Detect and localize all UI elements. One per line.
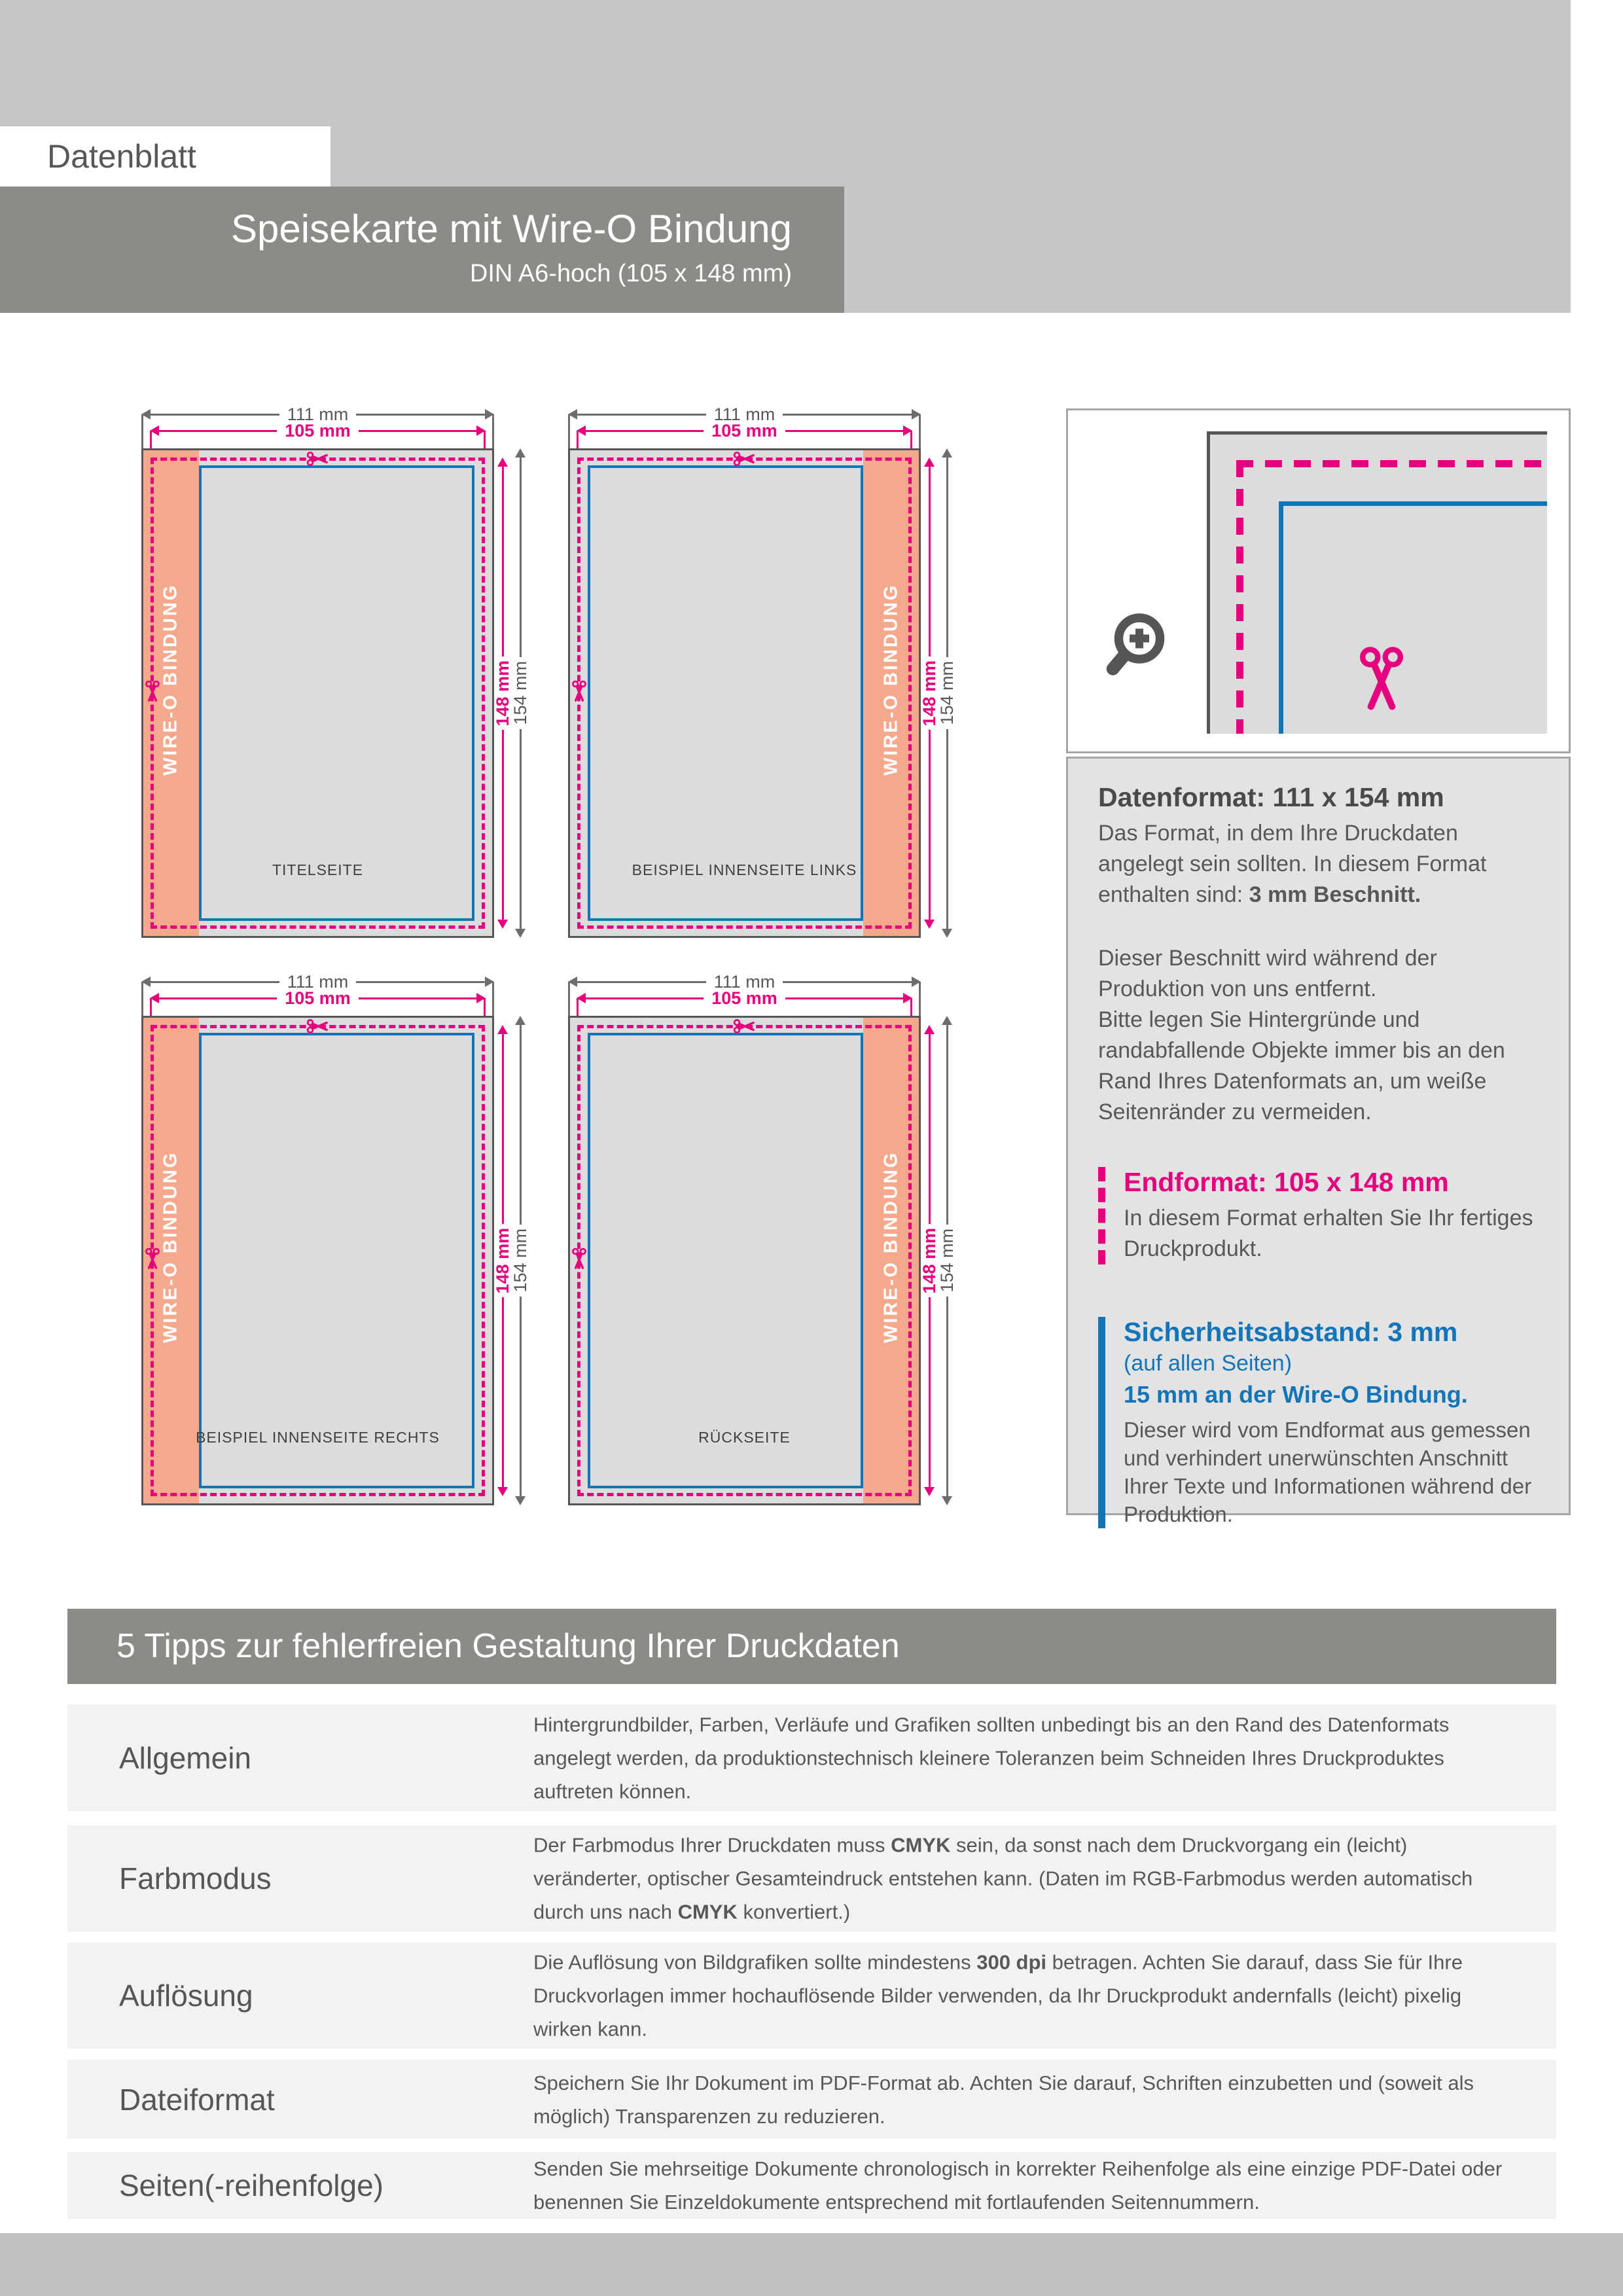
scissors-icon [306,1018,330,1034]
wire-o-binding-label: WIRE-O BINDUNG [880,1151,902,1343]
dim-width-datenformat: 111 mm [141,972,494,992]
safety-margin-line [588,1033,863,1488]
scissors-icon [306,451,330,467]
format-info-panel [1066,757,1571,1526]
dim-width-datenformat: 111 mm [568,404,921,424]
page-diagram [568,404,957,938]
dim-height-endformat: 148 mm [919,457,939,929]
dim-width-endformat: 105 mm [150,988,486,1008]
safety-margin-line [199,465,474,921]
zoom-detail-box [1066,408,1571,753]
endformat-cut-line [1236,460,1547,467]
dim-height-datenformat: 154 mm [937,1016,957,1505]
page-card [568,448,921,938]
sicherheitsabstand-sub: (auf allen Seiten) [1124,1351,1293,1376]
tip-row [67,2152,1556,2219]
tip-row [67,1943,1556,2049]
footer-background-band [0,2233,1623,2296]
scissors-icon [733,1018,757,1034]
datenformat-heading: Datenformat: 111 x 154 mm [1098,782,1444,812]
tips-header-bar [67,1609,1556,1684]
page-label: RÜCKSEITE [698,1429,791,1446]
tip-label: Allgemein [119,1740,251,1775]
sheet-label: Datenblatt [47,138,196,175]
dim-height-endformat: 148 mm [919,1025,939,1496]
tip-label: Auflösung [119,1979,253,2013]
datenformat-text: Das Format, in dem Ihre Druckdaten angelegt sein sollten. In diesem Format enthalten sind: 3 mm Beschnitt. [1098,821,1487,907]
sheet-label-box [0,126,330,187]
scissors-icon [1358,620,1405,742]
page-diagram [141,404,530,938]
tip-label: Dateiformat [119,2082,275,2117]
scissors-icon [733,451,757,467]
endformat-text: In diesem Format erhalten Sie Ihr fertiges Druckprodukt. [1124,1206,1533,1261]
safety-margin-line [199,1033,474,1488]
magnifier-plus-icon [1104,610,1183,689]
safety-margin-line [1279,501,1283,734]
endformat-cut-line [1236,460,1243,734]
wire-o-binding-label: WIRE-O BINDUNG [160,1151,181,1343]
tip-label: Seiten(-reihenfolge) [119,2168,384,2202]
tips-heading: 5 Tipps zur fehlerfreien Gestaltung Ihrer Druckdaten [116,1627,900,1665]
sicherheitsabstand-text: Dieser wird vom Endformat aus gemessen und verhindert unerwünschten Anschnitt Ihrer Texte und Informationen während der Produktion. [1124,1418,1532,1526]
dim-width-endformat: 105 mm [577,988,912,1008]
wireo-abstand-text: 15 mm an der Wire-O Bindung. [1124,1381,1468,1408]
page-label: BEISPIEL INNENSEITE LINKS [632,861,857,878]
beschnitt-text: Dieser Beschnitt wird während der Produktion von uns entfernt. [1098,946,1437,1001]
safety-margin-line [1279,501,1547,506]
tip-text: Hintergrundbilder, Farben, Verläufe und Grafiken sollten unbedingt bis an den Rand des Datenformats angelegt werden, da produktionstechnisch kleinere Toleranzen beim Schneiden Ihres Druckproduktes auftreten können. [533,1713,1450,1803]
page-card [568,1016,921,1505]
sicherheitsabstand-block [1098,1317,1536,1528]
endformat-block [1098,1167,1536,1265]
dim-width-endformat: 105 mm [577,421,912,440]
page-diagram [141,971,530,1505]
scissors-icon [145,680,160,704]
endformat-heading: Endformat: 105 x 148 mm [1124,1167,1449,1197]
tip-label: Farbmodus [119,1861,272,1895]
tip-row [67,1825,1556,1931]
dim-width-endformat: 105 mm [150,421,486,440]
wire-o-binding-label: WIRE-O BINDUNG [160,583,181,776]
product-subtitle: DIN A6-hoch (105 x 148 mm) [469,260,792,287]
tip-row [67,1704,1556,1811]
page-label: BEISPIEL INNENSEITE RECHTS [196,1429,440,1446]
dim-height-datenformat: 154 mm [510,1016,530,1505]
scissors-icon [145,1247,160,1271]
wire-o-binding-label: WIRE-O BINDUNG [880,583,902,776]
page-card [141,1016,494,1505]
tip-text: Senden Sie mehrseitige Dokumente chronologisch in korrekter Reihenfolge als eine einzige PDF-Datei oder benennen Sie Einzeldokumente entsprechend mit fortlaufenden Seitennummern. [533,2157,1503,2214]
dim-width-datenformat: 111 mm [141,404,494,424]
dim-height-endformat: 148 mm [493,1025,512,1496]
tip-row [67,2060,1556,2139]
hintergruende-text: Bitte legen Sie Hintergründe und randabfallende Objekte immer bis an den Rand Ihres Datenformats an, um weiße Seitenränder zu vermeiden. [1098,1007,1505,1124]
safety-margin-line [588,465,863,921]
sicherheitsabstand-heading: Sicherheitsabstand: 3 mm [1124,1317,1458,1347]
page-corner-detail [1207,431,1547,734]
product-title: Speisekarte mit Wire-O Bindung [231,207,792,251]
tip-text: Speichern Sie Ihr Dokument im PDF-Format ab. Achten Sie darauf, Schriften einzubetten und (soweit als möglich) Transparenzen zu reduzieren. [533,2071,1474,2128]
product-header-bar [0,187,844,313]
page-label: TITELSEITE [272,861,364,878]
dim-height-datenformat: 154 mm [510,448,530,938]
page-card [141,448,494,938]
dim-height-datenformat: 154 mm [937,448,957,938]
tip-text: Die Auflösung von Bildgrafiken sollte mindestens 300 dpi betragen. Achten Sie darauf, dass Sie für Ihre Druckvorlagen immer hochauflösende Bilder verwenden, da Ihr Druckprodukt andernfalls (leicht) pixelig wirken kann. [533,1950,1463,2041]
tip-text: Der Farbmodus Ihrer Druckdaten muss CMYK sein, da sonst nach dem Druckvorgang ein (leicht) veränderter, optischer Gesamteindruck entstehen kann. (Daten im RGB-Farbmodus werden automatisch durch uns nach CMYK konvertiert.) [533,1833,1473,1924]
scissors-icon [571,1247,587,1271]
scissors-icon [571,680,587,704]
dim-height-endformat: 148 mm [493,457,512,929]
page-diagram [568,971,957,1505]
dim-width-datenformat: 111 mm [568,972,921,992]
